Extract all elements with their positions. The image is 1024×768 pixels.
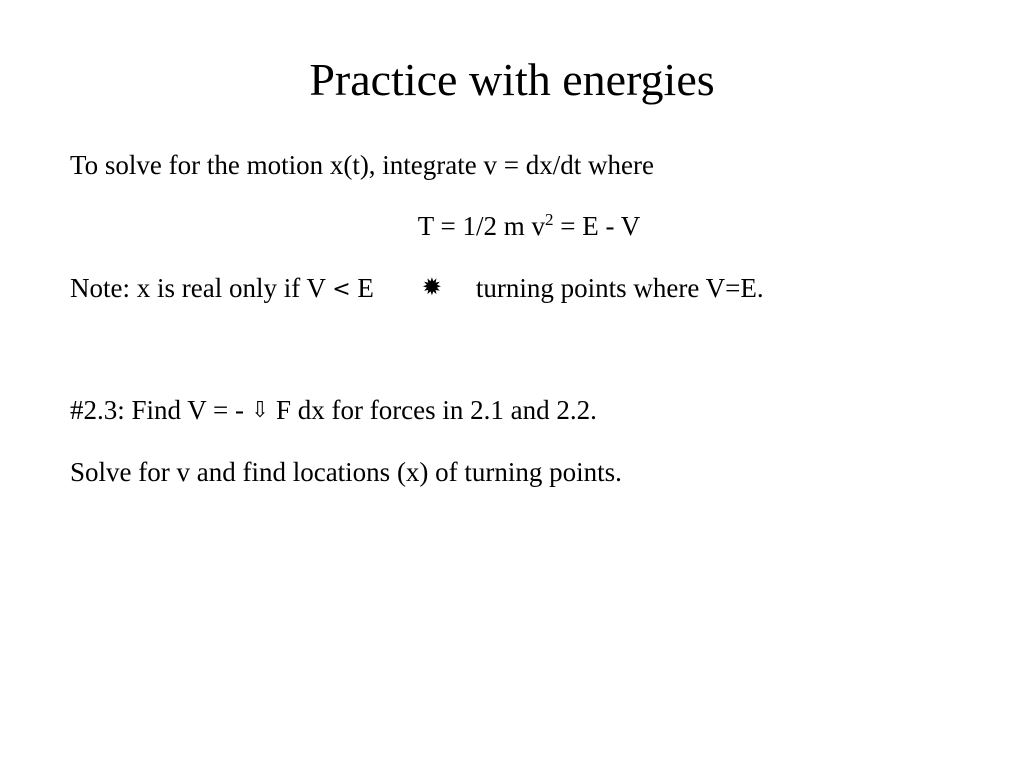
motion-text: To solve for the motion x(t), integrate v = dx/dt where — [70, 150, 654, 180]
exercise-2-3 — [70, 393, 597, 427]
note-text-end: turning points where V=E. — [475, 273, 764, 303]
burst-icon: ✹ — [421, 273, 442, 301]
down-arrow-icon: ⇩ — [250, 397, 270, 422]
kinetic-energy-equation — [0, 209, 1024, 243]
turning-point-note — [70, 270, 764, 307]
velocity-exponent: 2 — [545, 210, 554, 229]
solve-instruction: Solve for v and find locations (x) of turning points. — [70, 457, 622, 487]
exercise-text-start: #2.3: Find V = - — [70, 395, 251, 425]
note-text-start: Note: x is real only if V — [70, 273, 333, 303]
equation-left-side: T = 1/2 m v — [417, 211, 545, 241]
less-than-symbol: < — [332, 277, 351, 302]
note-text-energy: E — [350, 273, 374, 303]
exercise-text-end: F dx for forces in 2.1 and 2.2. — [269, 395, 597, 425]
equation-right-side: = E - V — [553, 211, 641, 241]
slide-title: Practice with energies — [309, 54, 715, 105]
